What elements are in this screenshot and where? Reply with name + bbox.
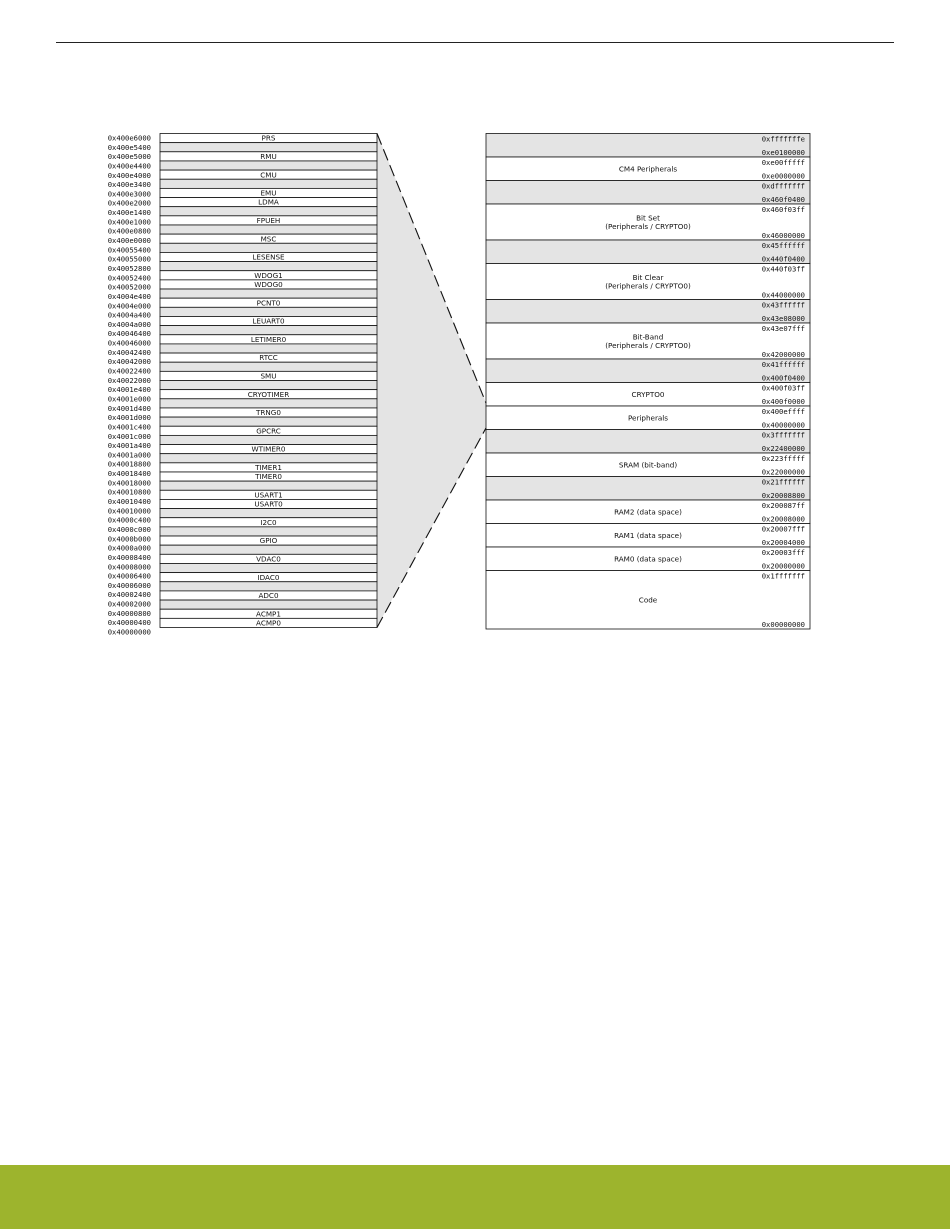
peripheral-address: 0x40042000 [107, 357, 151, 367]
peripheral-address: 0x40010400 [107, 497, 151, 507]
region-top-address: 0x400effff [761, 407, 805, 416]
peripheral-address: 0x40000800 [107, 608, 151, 618]
peripheral-label: ADC0 [258, 591, 279, 601]
region-bottom-address: 0x46000000 [761, 231, 805, 240]
reserved-block [160, 509, 377, 518]
peripheral-label: TIMER0 [255, 472, 282, 482]
peripheral-address: 0x4001a000 [107, 450, 151, 460]
peripheral-label: GPIO [259, 536, 278, 546]
region-top-address: 0xdfffffff [761, 181, 805, 191]
reserved-block [160, 143, 377, 152]
peripheral-address: 0x4004a000 [107, 319, 151, 329]
region-label: Bit Clear [632, 273, 664, 283]
peripheral-address: 0x40006000 [107, 580, 151, 590]
peripheral-address: 0x400e4400 [107, 161, 151, 171]
peripheral-label: MSC [260, 234, 277, 244]
peripheral-address: 0x4004e000 [107, 301, 151, 311]
region-label: SRAM (bit-band) [618, 460, 678, 470]
peripheral-address: 0x4000a000 [107, 543, 151, 553]
peripheral-label: USART1 [254, 490, 283, 500]
peripheral-label: RMU [260, 151, 277, 161]
region-bottom-address: 0x460f0400 [761, 195, 805, 204]
peripheral-label: LESENSE [252, 252, 285, 262]
peripheral-address: 0x40022400 [107, 366, 151, 376]
region-bottom-address: 0x22400000 [761, 444, 805, 453]
peripheral-address: 0x40018400 [107, 469, 151, 479]
peripheral-label: CRYOTIMER [247, 389, 290, 399]
peripheral-address: 0x4001d400 [107, 403, 151, 413]
peripheral-address-column [108, 134, 151, 637]
peripheral-address: 0x4001c000 [107, 431, 151, 441]
peripheral-label: LDMA [258, 197, 279, 207]
region-label: Peripherals [627, 413, 669, 423]
peripheral-address: 0x400e4000 [107, 170, 151, 180]
region-label: RAM0 (data space) [614, 554, 682, 564]
region-top-address: 0x20003fff [761, 548, 805, 557]
footer-band [0, 1165, 950, 1229]
peripheral-address: 0x40042400 [107, 347, 151, 357]
reserved-block [160, 545, 377, 554]
peripheral-label: FPUEH [256, 216, 281, 226]
reserved-block [160, 179, 377, 188]
peripheral-address: 0x40000000 [107, 627, 151, 637]
peripheral-label: PRS [261, 133, 276, 143]
region-top-address: 0x45ffffff [761, 241, 805, 250]
peripheral-label: SMU [260, 371, 277, 381]
region-bottom-address: 0x00000000 [761, 620, 805, 629]
reserved-block [160, 582, 377, 591]
region-label: Code [638, 595, 658, 605]
peripheral-map [160, 134, 377, 628]
peripheral-address: 0x40000400 [107, 618, 151, 628]
peripheral-address: 0x400e0800 [107, 226, 151, 236]
region-top-address: 0x460f03ff [761, 205, 805, 214]
peripheral-address: 0x4001a400 [107, 441, 151, 451]
reserved-block [160, 243, 377, 252]
peripheral-address: 0x40018000 [107, 478, 151, 488]
region-top-address: 0x43ffffff [761, 300, 805, 310]
peripheral-address: 0x40052800 [107, 263, 151, 273]
reserved-block [160, 225, 377, 234]
reserved-block [160, 207, 377, 216]
region-bottom-address: 0xe0000000 [761, 171, 805, 181]
reserved-block [160, 563, 377, 572]
peripheral-address: 0x4004a400 [107, 310, 151, 320]
system-memory-map [486, 134, 810, 630]
peripheral-address: 0x40006400 [107, 571, 151, 581]
peripheral-address: 0x40022000 [107, 375, 151, 385]
region-bottom-address: 0xe0100000 [761, 148, 805, 157]
peripheral-label: USART0 [254, 499, 283, 509]
peripheral-label: IDAC0 [257, 572, 280, 582]
reserved-block [160, 527, 377, 536]
peripheral-address: 0x400e5000 [107, 152, 151, 162]
peripheral-address: 0x40008400 [107, 552, 151, 562]
peripheral-address: 0x4001c400 [107, 422, 151, 432]
peripheral-address: 0x40046400 [107, 329, 151, 339]
peripheral-address: 0x4000c400 [107, 515, 151, 525]
peripheral-label: PCNT0 [256, 298, 281, 308]
region-top-address: 0x43e07fff [761, 324, 805, 333]
region-bottom-address: 0x20004000 [761, 538, 805, 547]
peripheral-address: 0x400e6000 [107, 133, 151, 143]
peripheral-address: 0x400e0000 [107, 236, 151, 246]
peripheral-address: 0x400e1400 [107, 208, 151, 218]
reserved-block [160, 326, 377, 335]
region-label: (Peripherals / CRYPTO0) [605, 281, 691, 291]
peripheral-address: 0x400e3000 [107, 189, 151, 199]
peripheral-address: 0x4001e000 [107, 394, 151, 404]
peripheral-address: 0x40055000 [107, 254, 151, 264]
region-bottom-address: 0x20008800 [761, 491, 805, 500]
peripheral-label: RTCC [259, 353, 278, 363]
region-label: (Peripherals / CRYPTO0) [605, 222, 691, 232]
region-label: Bit Set [636, 213, 660, 223]
reserved-block [160, 161, 377, 170]
peripheral-label: WDOG0 [254, 280, 283, 290]
region-label: CRYPTO0 [631, 390, 665, 400]
peripheral-label: WDOG1 [254, 270, 283, 280]
reserved-block [160, 344, 377, 353]
reserved-block [160, 481, 377, 490]
peripheral-address: 0x40055400 [107, 245, 151, 255]
reserved-block [160, 381, 377, 390]
region-label: (Peripherals / CRYPTO0) [605, 341, 691, 351]
region-top-address: 0x20007fff [761, 524, 805, 534]
reserved-block [160, 362, 377, 371]
region-top-address: 0x200087ff [761, 501, 805, 510]
peripheral-address: 0x400e3400 [107, 180, 151, 190]
region-bottom-address: 0x20000000 [761, 561, 805, 571]
region-label: CM4 Peripherals [618, 164, 678, 174]
reserved-block [160, 600, 377, 609]
peripheral-label: EMU [260, 188, 277, 198]
peripheral-label: GPCRC [256, 426, 281, 436]
region-bottom-address: 0x400f0000 [761, 397, 805, 406]
peripheral-address: 0x4001e400 [107, 385, 151, 395]
peripheral-address: 0x4000b000 [107, 534, 151, 544]
peripheral-address: 0x40010800 [107, 487, 151, 497]
reserved-block [160, 435, 377, 444]
peripheral-label: CMU [260, 170, 277, 180]
peripheral-label: ACMP0 [256, 618, 281, 628]
region-top-address: 0xfffffffe [761, 134, 805, 144]
reserved-block [160, 417, 377, 426]
region-top-address: 0x21ffffff [761, 477, 805, 487]
peripheral-address: 0x40002400 [107, 590, 151, 600]
peripheral-address: 0x40002000 [107, 599, 151, 609]
region-top-address: 0x440f03ff [761, 264, 805, 274]
region-top-address: 0xe00fffff [761, 158, 805, 167]
region-bottom-address: 0x20008000 [761, 514, 805, 524]
reserved-block [160, 289, 377, 298]
region-bottom-address: 0x42000000 [761, 350, 805, 359]
region-top-address: 0x223fffff [761, 454, 805, 463]
peripheral-address: 0x400e5400 [107, 142, 151, 152]
region-label: RAM2 (data space) [614, 507, 682, 517]
region-bottom-address: 0x40000000 [761, 420, 805, 430]
region-top-address: 0x400f03ff [761, 383, 805, 393]
region-top-address: 0x41ffffff [761, 360, 805, 369]
peripheral-address: 0x4004e400 [107, 291, 151, 301]
peripheral-address: 0x40052000 [107, 282, 151, 292]
peripheral-address: 0x40046000 [107, 338, 151, 348]
peripheral-address: 0x40008000 [107, 562, 151, 572]
reserved-block [160, 262, 377, 271]
peripheral-address: 0x40018800 [107, 459, 151, 469]
peripheral-address: 0x400e2000 [107, 198, 151, 208]
region-top-address: 0x1fffffff [761, 571, 805, 581]
zoom-connector-fill [377, 133, 486, 627]
peripheral-label: TRNG0 [256, 408, 281, 418]
peripheral-address: 0x4000c000 [107, 524, 151, 534]
region-label: RAM1 (data space) [614, 531, 682, 541]
peripheral-address: 0x400e1000 [107, 217, 151, 227]
peripheral-address: 0x40052400 [107, 273, 151, 283]
peripheral-label: ACMP1 [256, 609, 281, 619]
peripheral-label: TIMER1 [255, 463, 282, 473]
peripheral-label: LEUART0 [252, 316, 285, 326]
reserved-block [160, 454, 377, 463]
peripheral-label: VDAC0 [256, 554, 281, 564]
peripheral-address: 0x4001d000 [107, 413, 151, 423]
region-bottom-address: 0x44000000 [761, 290, 805, 300]
region-top-address: 0x3fffffff [761, 430, 805, 440]
region-label: Bit-Band [632, 332, 664, 342]
region-bottom-address: 0x22000000 [761, 467, 805, 477]
reserved-block [160, 307, 377, 316]
peripheral-label: I2C0 [260, 517, 277, 527]
region-bottom-address: 0x400f0400 [761, 373, 805, 383]
region-bottom-address: 0x440f0400 [761, 254, 805, 264]
region-bottom-address: 0x43e08000 [761, 314, 805, 323]
reserved-block [160, 399, 377, 408]
peripheral-address: 0x40010000 [107, 506, 151, 516]
peripheral-label: WTIMER0 [251, 444, 286, 454]
peripheral-label: LETIMER0 [250, 334, 287, 344]
